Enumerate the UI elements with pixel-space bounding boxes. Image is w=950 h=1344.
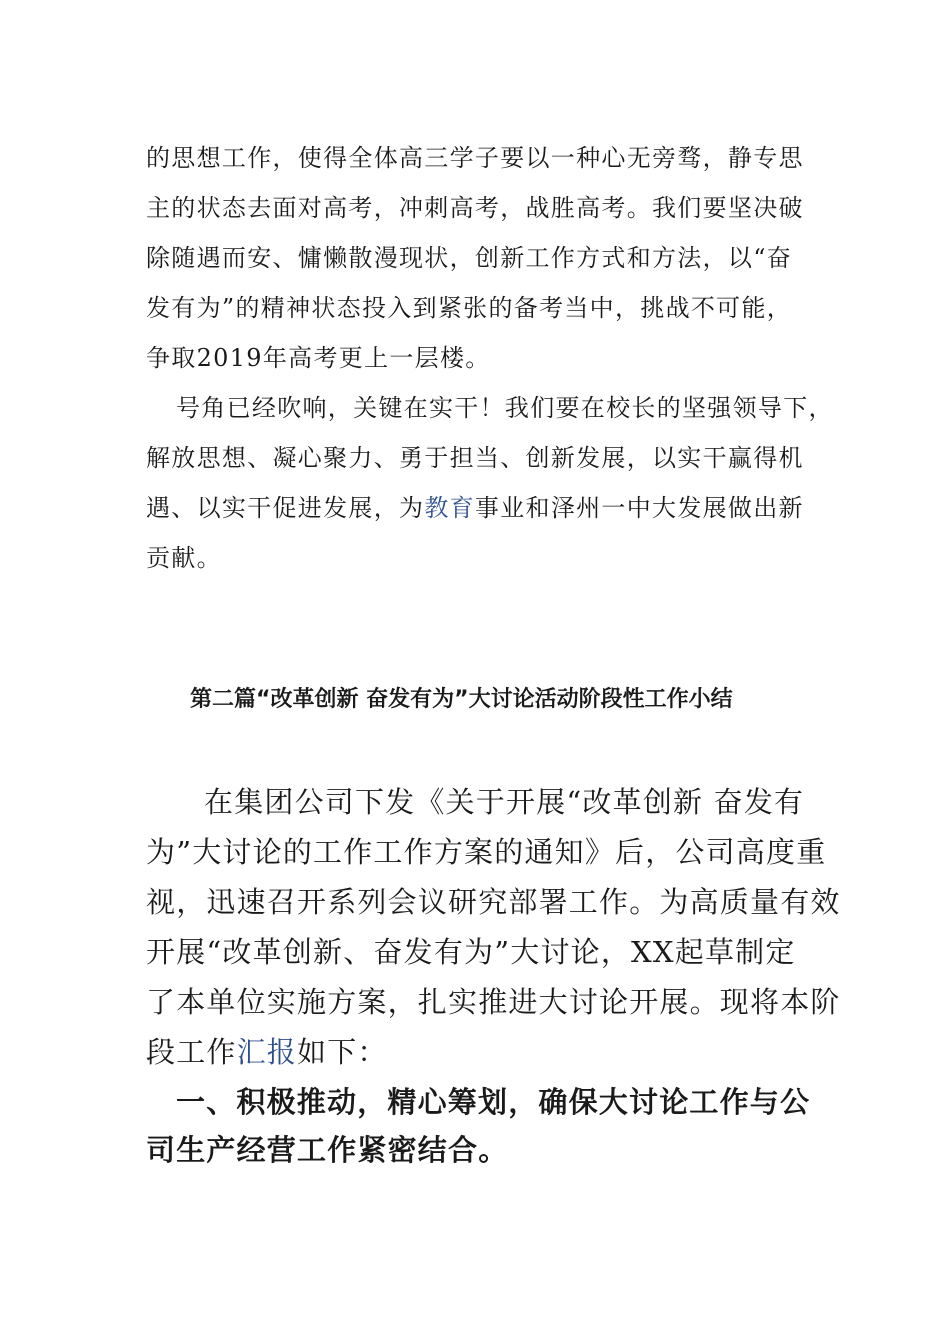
para3-line-1: 在集团公司下发《关于开展“改革创新 奋发有 xyxy=(204,785,805,819)
para3-line-3: 视，迅速召开系列会议研究部署工作。为高质量有效 xyxy=(146,885,841,919)
article-heading: 第二篇“改革创新 奋发有为”大讨论活动阶段性工作小结 xyxy=(190,687,733,712)
section-1-heading-line-1: 一、积极推动，精心筹划，确保大讨论工作与公 xyxy=(176,1085,811,1119)
para1-line-2: 主的状态去面对高考，冲刺高考，战胜高考。我们要坚决破 xyxy=(146,194,804,222)
para3-line-4: 开展“改革创新、奋发有为”大讨论，XX起草制定 xyxy=(146,935,796,969)
para3-line-5: 了本单位实施方案，扎实推进大讨论开展。现将本阶 xyxy=(146,985,841,1019)
para1-line-4: 发有为”的精神状态投入到紧张的备考当中，挑战不可能， xyxy=(146,294,793,322)
section-1-heading-line-2: 司生产经营工作紧密结合。 xyxy=(146,1133,509,1167)
para3-line-6-text-start: 段工作 xyxy=(146,1035,237,1069)
para2-line-3-text-end: 事业和泽州一中大发展做出新 xyxy=(474,494,804,522)
para2-line-3 xyxy=(146,488,804,523)
para2-line-4: 贡献。 xyxy=(146,544,222,572)
report-link[interactable]: 汇报 xyxy=(236,1035,298,1069)
para2-line-2: 解放思想、凝心聚力、勇于担当、创新发展，以实干赢得机 xyxy=(146,444,804,472)
para1-line-1: 的思想工作，使得全体高三学子要以一种心无旁骛，静专思 xyxy=(146,144,804,172)
para1-line-5: 争取2019年高考更上一层楼。 xyxy=(146,344,491,372)
para2-line-1: 号角已经吹响，关键在实干！我们要在校长的坚强领导下， xyxy=(176,394,834,422)
para3-line-6 xyxy=(146,1030,388,1071)
para1-line-3: 除随遇而安、慵懒散漫现状，创新工作方式和方法，以“奋 xyxy=(146,244,793,272)
para3-line-2: 为”大讨论的工作工作方案的通知》后，公司高度重 xyxy=(146,835,827,869)
para3-line-6-text-end: 如下： xyxy=(297,1035,388,1069)
para2-line-3-text-start: 遇、以实干促进发展，为 xyxy=(146,494,425,522)
education-link[interactable]: 教育 xyxy=(424,494,475,522)
